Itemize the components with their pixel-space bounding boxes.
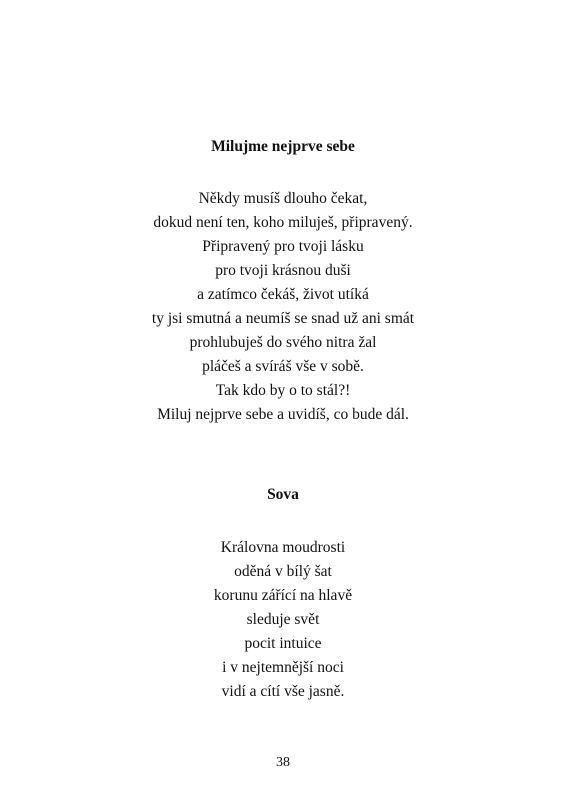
poem-line: dokud není ten, koho miluješ, připravený. — [153, 214, 413, 231]
poem-line: korunu zářící na hlavě — [213, 587, 353, 604]
poem-sova — [0, 485, 566, 704]
poem-verse — [0, 536, 566, 704]
poem-line: sleduje svět — [246, 611, 320, 628]
poem-line: Miluj nejprve sebe a uvidíš, co bude dál. — [157, 406, 409, 423]
poem-verse — [0, 187, 566, 427]
poem-line: oděná v bílý šat — [234, 563, 332, 580]
poem-title: Sova — [267, 486, 299, 503]
poem-line: i v nejtemnější noci — [222, 659, 344, 676]
page-number: 38 — [276, 755, 290, 770]
poem-line: pocit intuice — [244, 635, 322, 652]
poem-line: a zatímco čekáš, život utíká — [197, 286, 369, 303]
poem-line: Královna moudrosti — [220, 539, 346, 556]
poem-milujme-nejprve-sebe — [0, 137, 566, 427]
poem-line: Někdy musíš dlouho čekat, — [198, 190, 368, 207]
poem-line: Tak kdo by o to stál?! — [215, 382, 351, 399]
poem-line: pro tvoji krásnou duši — [215, 262, 351, 279]
poem-line: pláčeš a svíráš vše v sobě. — [202, 358, 364, 375]
poem-line: ty jsi smutná a neumíš se snad už ani smát — [151, 310, 415, 327]
poem-line: Připravený pro tvoji lásku — [202, 238, 364, 255]
poem-title: Milujme nejprve sebe — [211, 138, 355, 155]
poem-line: vidí a cítí vše jasně. — [221, 683, 345, 700]
poem-line: prohlubuješ do svého nitra žal — [189, 334, 377, 351]
